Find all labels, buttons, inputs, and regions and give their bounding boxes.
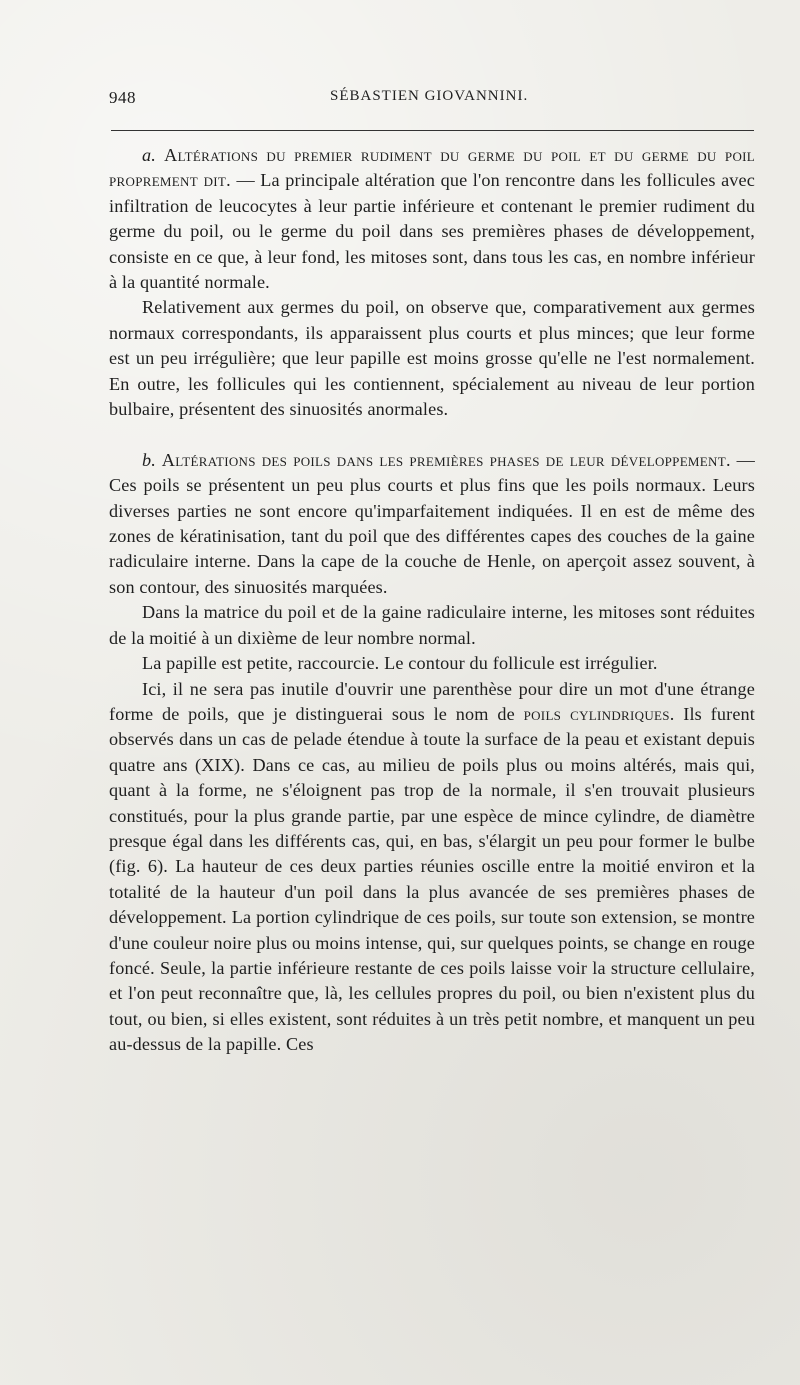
section-b-paragraph-1-text: — Ces poils se présentent un peu plus courts et plus fins que les poils normaux. Leurs diverses parties ne sont encore qu'imparfaitement indiquées. Il en est de même des zones de kératinisation, tant du poil que des différentes capes des couches de la gaine radiculaire interne. Dans la cape de la couche de Henle, on aperçoit assez souvent, à son contour, des sinuosités marquées. [109,449,755,597]
header-rule [111,130,754,131]
section-b-paragraph-4 [109,677,755,1058]
section-a-paragraph-2: Relativement aux germes du poil, on observe que, comparativement aux germes normaux correspondants, ils apparaissent plus courts et plus minces; que leur forme est un peu irrégulière; que leur papille est moins grosse qu'elle ne l'est normalement. En outre, les follicules qui les contiennent, spécialement au niveau de leur portion bulbaire, présentent des sinuosités anormales. [109,297,755,420]
body-text [109,143,755,1058]
section-b-paragraph-2: Dans la matrice du poil et de la gaine radiculaire interne, les mitoses sont réduites de la moitié à un dixième de leur nombre normal. [109,602,755,648]
section-b-paragraph-1 [109,448,755,600]
section-a-paragraph-1 [109,143,755,295]
page-number: 948 [109,88,136,107]
section-b-paragraph-4-start: Ici, il ne sera pas inutile d'ouvrir une parenthèse pour dire un mot d'une étrange forme de poils, que je distinguerai sous le nom de [109,678,755,724]
term-poils-cylindriques: poils cylindriques [523,703,670,724]
section-b-paragraph-4-rest: . Ils furent observés dans un cas de pelade étendue à toute la surface de la peau et existant depuis quatre ans (XIX). Dans ce cas, au milieu de poils plus ou moins altérés, mais qui, quant à la forme, ne s'éloignent pas trop de la normale, il s'en trouvait plusieurs constitués, pour la plus grande partie, par une espèce de mince cylindre, de diamètre presque égal dans les différents cas, qui, en bas, s'élargit un peu pour former le bulbe (fig. 6). La hauteur de ces deux parties réunies oscille entre la moitié environ et la totalité de la hauteur d'un poil dans la plus avancée de ses premières phases de développement. La portion cylindrique de ces poils, sur toute son extension, se montre d'une couleur noire plus ou moins intense, qui, sur quelques points, se change en rouge foncé. Seule, la partie inférieure restante de ces poils laisse voir la structure cellulaire, et l'on peut reconnaître que, là, les cellules propres du poil, ou bien n'existent plus du tout, ou bien, si elles existent, sont réduites à un très petit nombre, et manquent un peu au-dessus de la papille. Ces [109,703,755,1055]
section-b-label: b. [142,449,156,470]
section-b-heading: Altérations des poils dans les premières phases de leur développement. [161,449,731,470]
section-a-label: a. [142,145,156,165]
section-b-paragraph-3: La papille est petite, raccourcie. Le contour du follicule est irrégulier. [142,653,658,674]
section-a-paragraph-1-text: — La principale altération que l'on rencontre dans les follicules avec infiltration de leucocytes à leur partie inférieure et contenant le premier rudiment du germe du poil, ou le germe du poil dans ses premières phases de développement, consiste en ce que, à leur fond, les mitoses sont, dans tous les cas, en nombre inférieur à la quantité normale. [109,170,755,293]
running-head [109,88,755,116]
section-a-heading: Altérations du premier rudiment du germe du poil et du germe du poil proprement dit. [109,145,756,191]
running-title: SÉBASTIEN GIOVANNINI. [330,88,529,104]
